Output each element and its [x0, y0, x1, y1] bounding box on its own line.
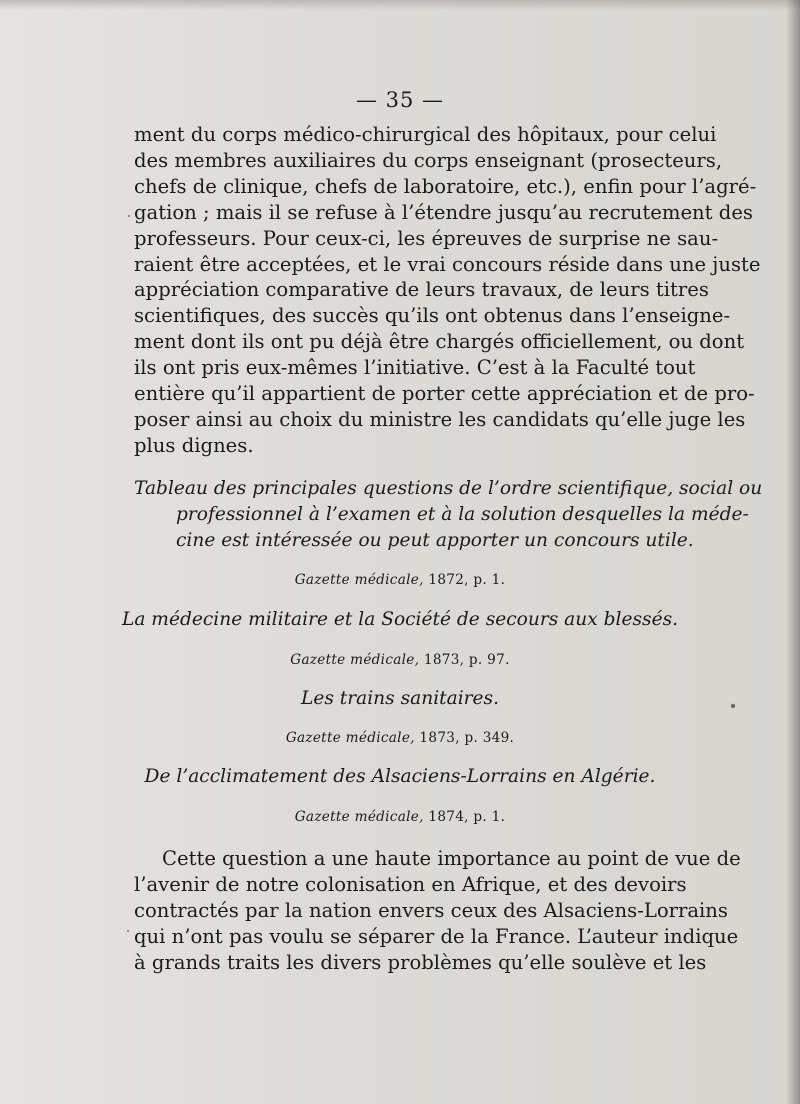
- text-line: gation ; mais il se refuse à l’étendre jusqu’au recrutement des: [134, 200, 753, 224]
- text-line: poser ainsi au choix du ministre les candidats qu’elle juge les: [134, 407, 746, 431]
- citation-detail: 1874, p. 1.: [428, 809, 506, 825]
- title-line: cine est intéressée ou peut apporter un concours utile.: [176, 530, 694, 551]
- text-line: à grands traits les divers problèmes qu’elle soulève et les: [134, 950, 707, 974]
- text-line: Cette question a une haute importance au point de vue de: [162, 847, 741, 870]
- text-line: des membres auxiliaires du corps enseignant (prosecteurs,: [134, 148, 723, 172]
- citation-source: Gazette médicale,: [290, 652, 420, 668]
- citation-reference: [0, 809, 800, 825]
- text-line: l’avenir de notre colonisation en Afrique, et des devoirs: [134, 872, 687, 896]
- citation-detail: 1873, p. 97.: [423, 652, 510, 668]
- title-line: professionnel à l’examen et à la solution desquelles la méde-: [176, 504, 749, 525]
- citation-source: Gazette médicale,: [294, 572, 424, 588]
- text-line: entière qu’il appartient de porter cette appréciation et de pro-: [134, 382, 755, 406]
- body-paragraph-2: [134, 846, 741, 976]
- page-top-shadow: [0, 0, 800, 10]
- section-title: [134, 476, 763, 554]
- entry-heading: La médecine militaire et la Société de secours aux blessés.: [121, 609, 679, 630]
- text-line: raient être acceptées, et le vrai concours réside dans une juste: [134, 252, 761, 276]
- text-line: ment dont ils ont pu déjà être chargés officiellement, ou dont: [134, 330, 745, 354]
- citation-reference: [0, 730, 800, 746]
- text-line: scientifiques, des succès qu’ils ont obtenus dans l’enseigne-: [134, 304, 731, 328]
- text-line: qui n’ont pas voulu se séparer de la France. L’auteur indique: [134, 924, 739, 948]
- text-line: contractés par la nation envers ceux des Alsaciens-Lorrains: [134, 898, 728, 922]
- citation-source: Gazette médicale,: [294, 809, 424, 825]
- title-line: Tableau des principales questions de l’ordre scientifique, social ou: [134, 478, 763, 499]
- page-number: — 35 —: [355, 88, 445, 112]
- ink-speck: [127, 930, 129, 932]
- citation-source: Gazette médicale,: [285, 730, 415, 746]
- citation-reference: [0, 572, 800, 588]
- text-line: plus dignes.: [134, 433, 254, 457]
- page-right-shadow: [786, 0, 800, 1104]
- ink-speck: [128, 215, 130, 217]
- text-line: ment du corps médico-chirurgical des hôpitaux, pour celui: [134, 123, 717, 146]
- text-line: ils ont pris eux-mêmes l’initiative. C’est à la Faculté tout: [134, 356, 696, 380]
- citation-detail: 1873, p. 349.: [419, 730, 515, 746]
- entry-heading: Les trains sanitaires.: [300, 688, 500, 709]
- body-paragraph-1: [134, 122, 761, 459]
- citation-detail: 1872, p. 1.: [428, 572, 506, 588]
- citation-reference: [0, 652, 800, 668]
- entry-heading: De l’acclimatement des Alsaciens-Lorrains en Algérie.: [144, 766, 656, 787]
- text-line: chefs de clinique, chefs de laboratoire, etc.), enfin pour l’agré-: [134, 174, 757, 198]
- text-line: professeurs. Pour ceux-ci, les épreuves de surprise ne sau-: [134, 226, 719, 250]
- text-line: appréciation comparative de leurs travaux, de leurs titres: [134, 278, 709, 302]
